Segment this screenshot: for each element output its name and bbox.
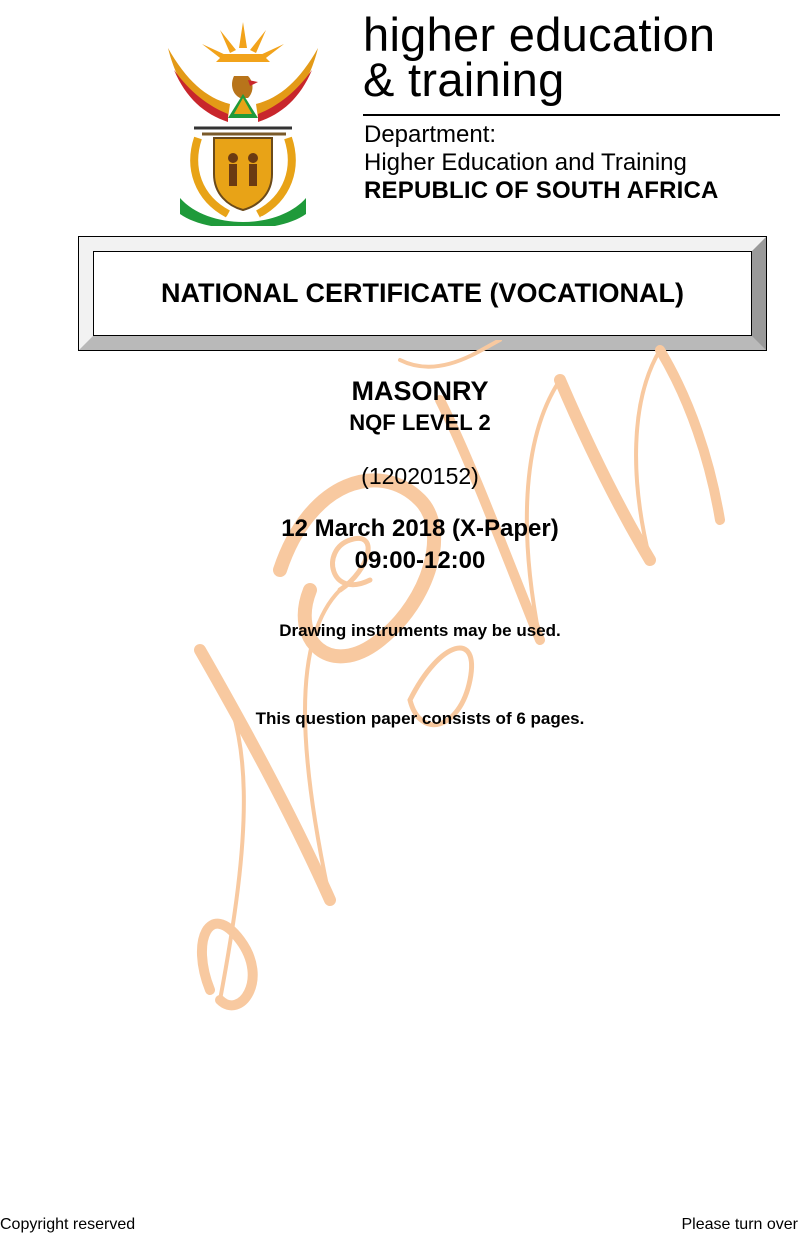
country-name: REPUBLIC OF SOUTH AFRICA bbox=[364, 177, 719, 204]
department-block bbox=[364, 121, 719, 205]
document-header bbox=[0, 0, 800, 230]
department-label: Department: bbox=[364, 121, 497, 148]
subject-title: MASONRY bbox=[351, 376, 489, 406]
footer-turn-over: Please turn over bbox=[681, 1216, 798, 1233]
instruments-note: Drawing instruments may be used. bbox=[279, 621, 561, 640]
exam-time: 09:00-12:00 bbox=[354, 547, 486, 574]
department-name: Higher Education and Training bbox=[364, 149, 687, 176]
paper-code: (12020152) bbox=[361, 463, 479, 489]
exam-date: 12 March 2018 (X-Paper) bbox=[281, 515, 559, 542]
watermark-signature-icon bbox=[180, 340, 740, 1020]
page-count-note: This question paper consists of 6 pages. bbox=[255, 709, 585, 728]
nqf-level: NQF LEVEL 2 bbox=[349, 410, 491, 435]
title-frame bbox=[79, 237, 766, 350]
document-title: NATIONAL CERTIFICATE (VOCATIONAL) bbox=[93, 251, 752, 336]
brand-divider bbox=[363, 114, 780, 116]
footer-copyright: Copyright reserved bbox=[0, 1216, 136, 1233]
coat-of-arms-icon bbox=[158, 18, 328, 226]
brand-wordmark: higher education & training bbox=[363, 8, 716, 106]
